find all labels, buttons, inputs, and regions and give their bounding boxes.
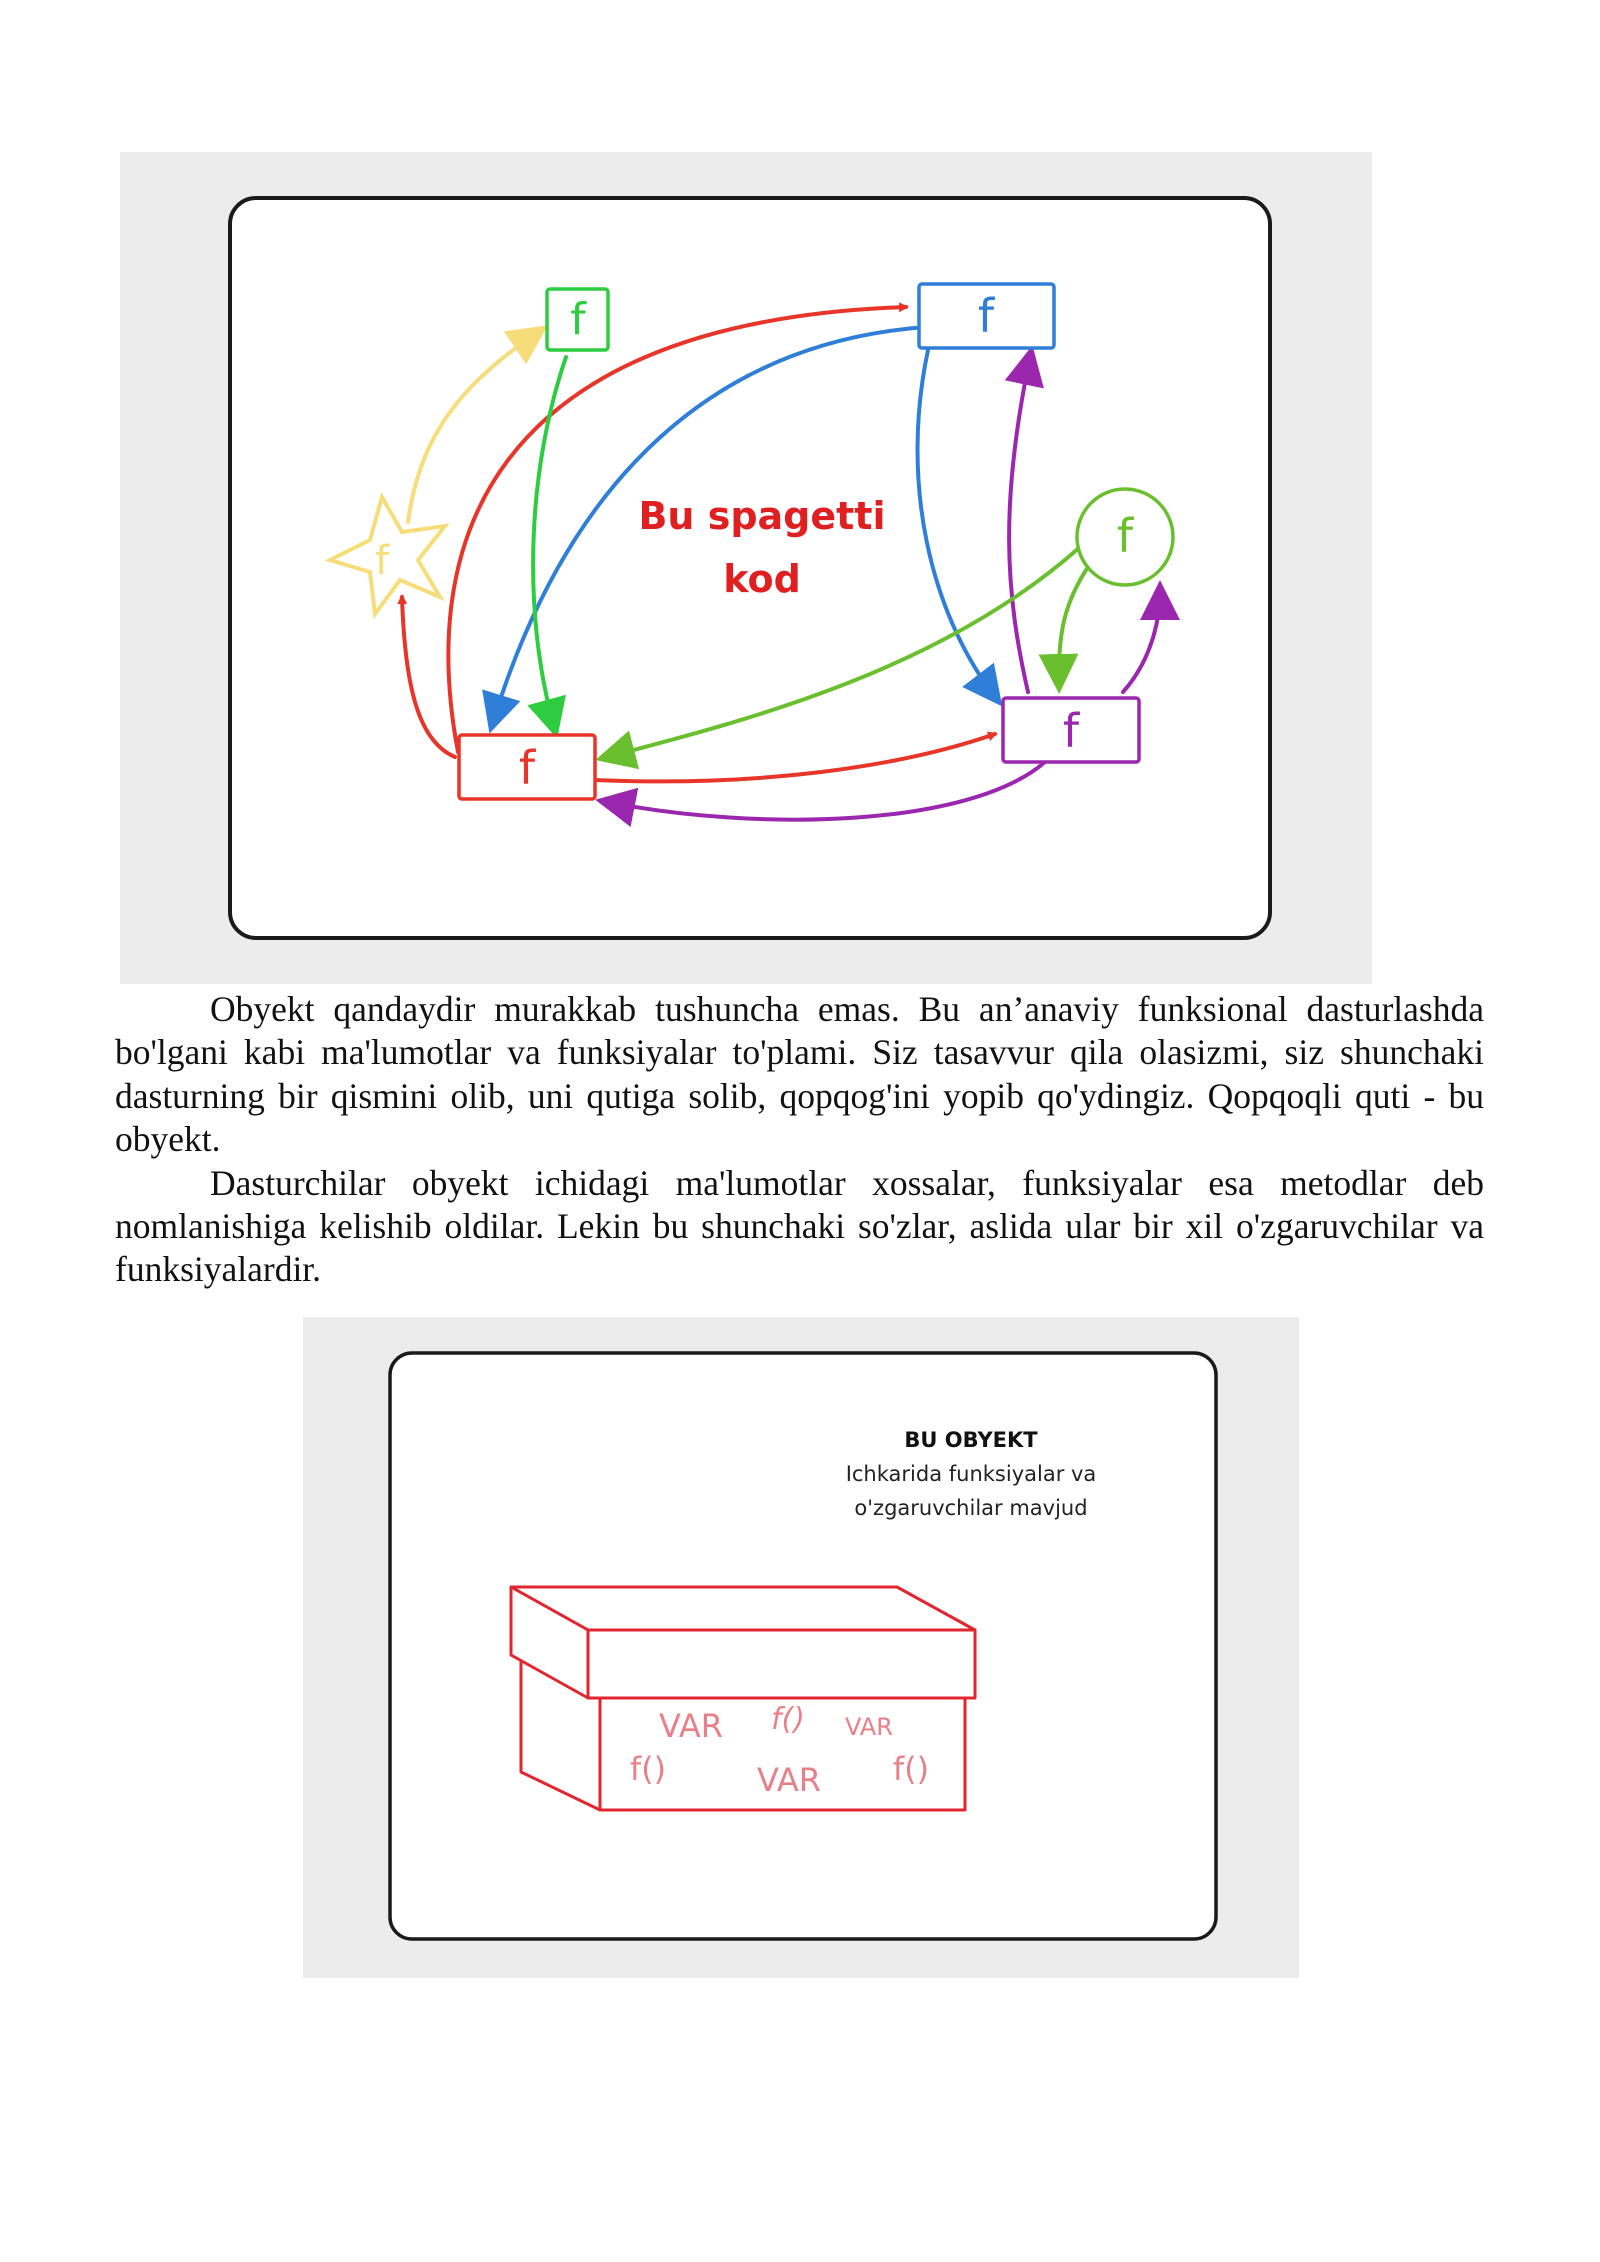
box-label-var-1: VAR xyxy=(659,1707,723,1745)
lid-front-face xyxy=(588,1630,975,1698)
body-text xyxy=(115,988,1484,1292)
lid-top-face xyxy=(511,1587,975,1630)
box-label-func-3: f() xyxy=(892,1750,930,1788)
paragraph-1: Obyekt qandaydir murakkab tushuncha emas. Bu an’anaviy funksional dasturlashda bo'lgani kabi ma'lumotlar va funksiyalar to'plami. Siz tasavvur qila olasizmi, siz shunchaki dasturning bir qismini olib, uni qutiga solib, qopqog'ini yopib qo'ydingiz. Qopqoqli quti - bu obyekt. xyxy=(115,989,1484,1160)
box-label-func-1: f() xyxy=(771,1702,805,1737)
box-label-func-2: f() xyxy=(629,1750,667,1788)
circle-node-label: f xyxy=(1116,509,1134,563)
star-node-label: f xyxy=(374,538,390,584)
green-node-label: f xyxy=(570,294,586,345)
purple-node-label: f xyxy=(1062,704,1080,758)
object-box-figure xyxy=(303,1317,1299,1978)
box-label-var-3: VAR xyxy=(757,1761,821,1799)
object-title: BU OBYEKT xyxy=(904,1428,1038,1452)
box-label-var-2: VAR xyxy=(845,1713,893,1741)
paragraph-2: Dasturchilar obyekt ichidagi ma'lumotlar xossalar, funksiyalar esa metodlar deb nomlanishiga kelishib oldilar. Lekin bu shunchaki so'zlar, aslida ular bir xil o'zgaruvchilar va funksiyalardir. xyxy=(115,1162,1484,1290)
object-subtitle-line1: Ichkarida funksiyalar va xyxy=(845,1462,1097,1486)
spaghetti-title-line1: Bu spagetti xyxy=(638,494,886,538)
object-subtitle-line2: o'zgaruvchilar mavjud xyxy=(854,1496,1088,1520)
spaghetti-title-line2: kod xyxy=(723,557,801,601)
red-node-label: f xyxy=(518,741,536,795)
blue-node-label: f xyxy=(977,289,995,343)
spaghetti-code-figure xyxy=(120,152,1372,984)
